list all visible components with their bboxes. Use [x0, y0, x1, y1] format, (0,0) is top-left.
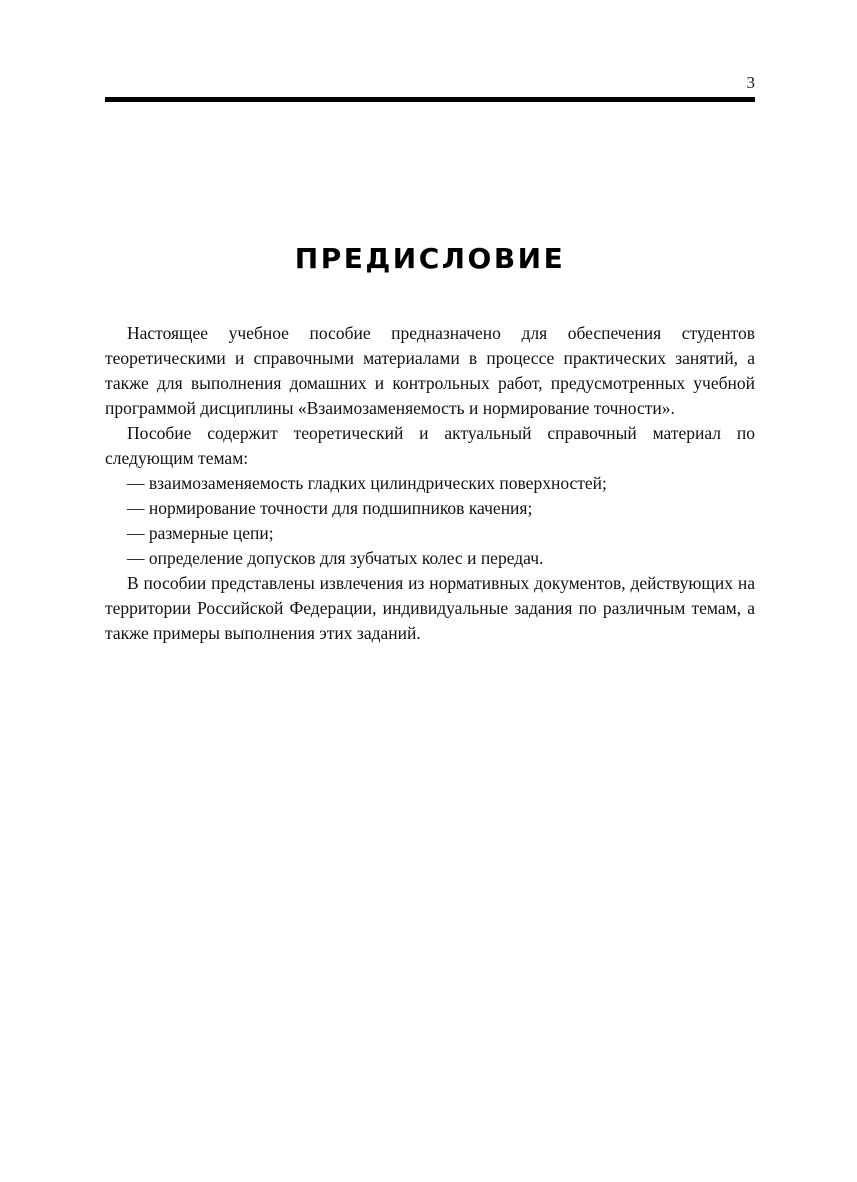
- page-number: 3: [746, 73, 755, 92]
- paragraph-contents-lead: Пособие содержит теоретический и актуальный справочный материал по следующим темам:: [105, 423, 755, 468]
- preface-heading: ПРЕДИСЛОВИЕ: [294, 242, 566, 275]
- list-item-dimension-chains: — размерные цепи;: [127, 523, 274, 543]
- page-content: [105, 99, 755, 646]
- list-item-gears: — определение допусков для зубчатых колес и передач.: [127, 548, 544, 568]
- list-item-interchangeability: — взаимозаменяемость гладких цилиндрических поверхностей;: [127, 473, 607, 493]
- list-item-bearings: — нормирование точности для подшипников качения;: [127, 498, 533, 518]
- paragraph-closing: В пособии представлены извлечения из нормативных документов, действующих на территории Российской Федерации, индивидуальные задания по различным темам, а также примеры выполнения этих заданий.: [105, 573, 755, 643]
- paragraph-intro: Настоящее учебное пособие предназначено для обеспечения студентов теоретическими и справочными материалами в процессе практических занятий, а также для выполнения домашних и контрольных работ, предусмотренных учебной программой дисциплины «Взаимозаменяемость и нормирование точности».: [105, 323, 755, 418]
- page-header: [105, 0, 755, 102]
